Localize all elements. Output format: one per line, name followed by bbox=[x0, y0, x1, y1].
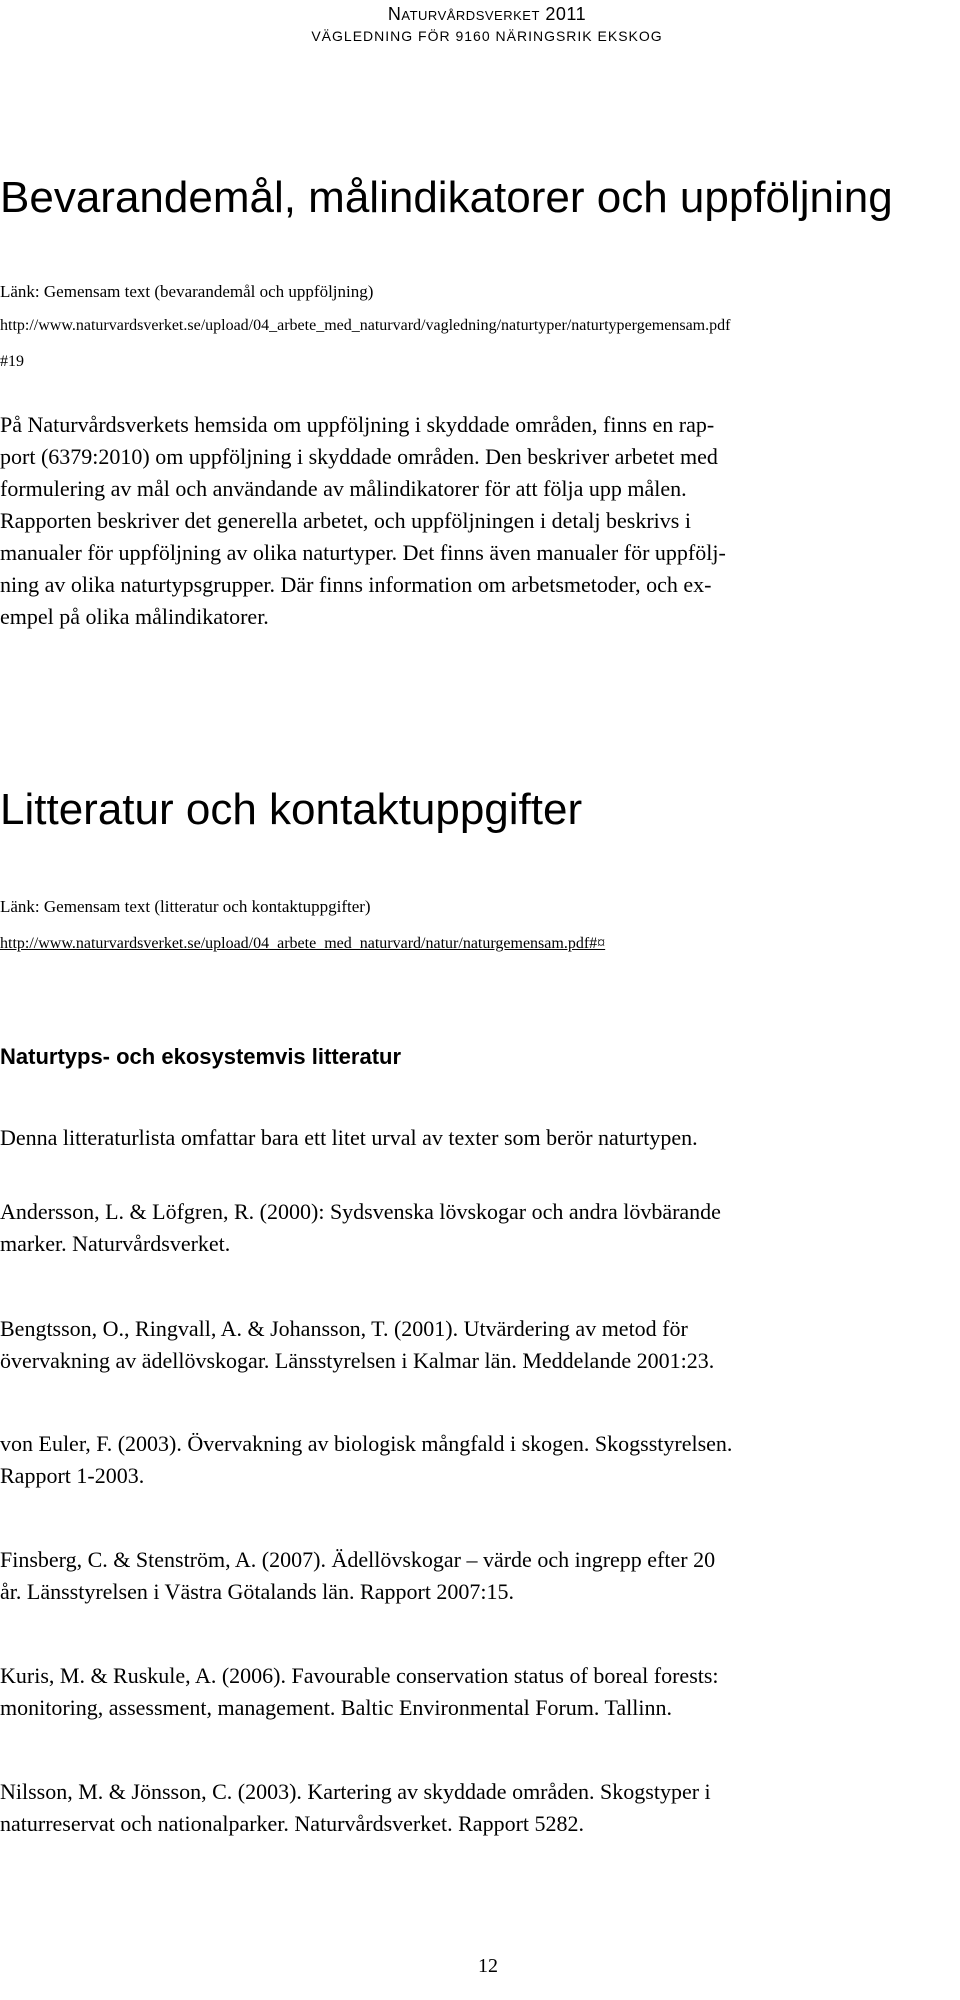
reference-line: övervakning av ädellövskogar. Länsstyrelsen i Kalmar län. Meddelande 2001:23. bbox=[0, 1348, 715, 1373]
reference-line: Finsberg, C. & Stenström, A. (2007). Ädellövskogar – värde och ingrepp efter 20 bbox=[0, 1547, 716, 1572]
reference-line: Kuris, M. & Ruskule, A. (2006). Favourable conservation status of boreal forests: bbox=[0, 1663, 719, 1688]
reference-line: Nilsson, M. & Jönsson, C. (2003). Kartering av skyddade områden. Skogstyper i bbox=[0, 1779, 711, 1804]
reference-line: von Euler, F. (2003). Övervakning av biologisk mångfald i skogen. Skogsstyrelsen. bbox=[0, 1431, 733, 1456]
section2-link-label: Länk: Gemensam text (litteratur och kontaktuppgifter) bbox=[0, 897, 371, 916]
reference-item bbox=[0, 1313, 955, 1377]
page-number: 12 bbox=[478, 1955, 498, 1977]
running-header bbox=[0, 2, 960, 46]
reference-item bbox=[0, 1428, 955, 1492]
reference-line: år. Länsstyrelsen i Västra Götalands län. Rapport 2007:15. bbox=[0, 1579, 515, 1604]
paragraph-line: port (6379:2010) om uppföljning i skyddade områden. Den beskriver arbetet med bbox=[0, 444, 718, 469]
literature-intro bbox=[0, 1122, 955, 1154]
header-document-title: VÄGLEDNING FÖR 9160 NÄRINGSRIK EKSKOG bbox=[311, 28, 663, 44]
section1-url-link[interactable]: http://www.naturvardsverket.se/upload/04_arbete_med_naturvard/vagledning/naturtyper/naturtypergemensam.pdf bbox=[0, 317, 731, 334]
intro-line: Denna litteraturlista omfattar bara ett litet urval av texter som berör naturtypen. bbox=[0, 1125, 698, 1150]
section1-paragraph bbox=[0, 409, 950, 633]
reference-line: naturreservat och nationalparker. Naturvårdsverket. Rapport 5282. bbox=[0, 1811, 585, 1836]
paragraph-line: empel på olika målindikatorer. bbox=[0, 604, 269, 629]
section-title-litteratur: Litteratur och kontaktuppgifter bbox=[0, 785, 583, 834]
reference-item bbox=[0, 1196, 955, 1260]
reference-line: monitoring, assessment, management. Baltic Environmental Forum. Tallinn. bbox=[0, 1695, 672, 1720]
header-publisher: Naturvårdsverket 2011 bbox=[387, 4, 587, 24]
reference-line: Rapport 1-2003. bbox=[0, 1463, 145, 1488]
section1-anchor: #19 bbox=[0, 353, 24, 370]
paragraph-line: manualer för uppföljning av olika naturtyper. Det finns även manualer för uppfölj- bbox=[0, 540, 726, 565]
reference-line: Bengtsson, O., Ringvall, A. & Johansson, T. (2001). Utvärdering av metod för bbox=[0, 1316, 688, 1341]
reference-line: Andersson, L. & Löfgren, R. (2000): Sydsvenska lövskogar och andra lövbärande bbox=[0, 1199, 721, 1224]
paragraph-line: Rapporten beskriver det generella arbetet, och uppföljningen i detalj beskrivs i bbox=[0, 508, 691, 533]
reference-line: marker. Naturvårdsverket. bbox=[0, 1231, 231, 1256]
section2-url-link[interactable]: http://www.naturvardsverket.se/upload/04_arbete_med_naturvard/natur/naturgemensam.pdf#¤ bbox=[0, 935, 606, 952]
section-title-bevarandemal: Bevarandemål, målindikatorer och uppföljning bbox=[0, 173, 893, 222]
paragraph-line: formulering av mål och användande av målindikatorer för att följa upp målen. bbox=[0, 476, 687, 501]
reference-item bbox=[0, 1660, 955, 1724]
paragraph-line: ning av olika naturtypsgrupper. Där finns information om arbetsmetoder, och ex- bbox=[0, 572, 712, 597]
reference-item bbox=[0, 1544, 955, 1608]
section1-link-label: Länk: Gemensam text (bevarandemål och uppföljning) bbox=[0, 282, 374, 301]
subsection-title-naturtyps-litteratur: Naturtyps- och ekosystemvis litteratur bbox=[0, 1044, 402, 1069]
paragraph-line: På Naturvårdsverkets hemsida om uppföljning i skyddade områden, finns en rap- bbox=[0, 412, 715, 437]
reference-item bbox=[0, 1776, 955, 1840]
